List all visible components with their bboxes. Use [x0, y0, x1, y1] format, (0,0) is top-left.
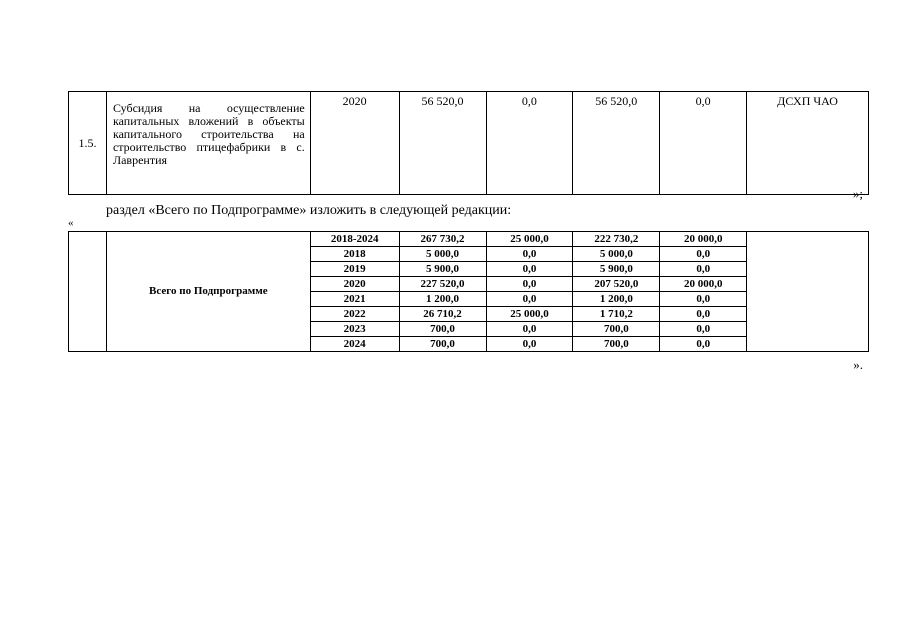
row-description: Субсидия на осуществление капитальных вложений в объекты капитального строительства на строительство птицефабрики в с. Лаврентия: [106, 92, 310, 195]
cell-year: 2023: [310, 322, 399, 337]
opening-quote: «: [68, 217, 74, 229]
cell-total: 26 710,2: [399, 307, 486, 322]
cell-other: 0,0: [660, 337, 747, 352]
cell-federal: 0,0: [486, 277, 573, 292]
cell-year: 2018: [310, 247, 399, 262]
subsidy-table: [68, 91, 869, 195]
total-label: Всего по Подпрограмме: [106, 232, 310, 352]
cell-other: 0,0: [660, 307, 747, 322]
cell-year: 2020: [310, 277, 399, 292]
cell-other: 0,0: [660, 322, 747, 337]
instruction-text: раздел «Всего по Подпрограмме» изложить в следующей редакции:: [106, 203, 512, 218]
closing-quote: »;: [852, 186, 863, 201]
row-year: 2020: [310, 92, 399, 195]
cell-other: 20 000,0: [660, 232, 747, 247]
cell-total: 700,0: [399, 337, 486, 352]
empty-cell: [69, 232, 107, 352]
cell-district: 700,0: [573, 322, 660, 337]
cell-total: 700,0: [399, 322, 486, 337]
row-other: 0,0: [660, 92, 747, 195]
cell-other: 0,0: [660, 247, 747, 262]
table-row: [69, 92, 869, 195]
row-executor: ДСХП ЧАО: [747, 92, 869, 195]
closing-quote: ».: [853, 357, 863, 372]
cell-federal: 0,0: [486, 247, 573, 262]
cell-total: 267 730,2: [399, 232, 486, 247]
row-federal: 0,0: [486, 92, 573, 195]
cell-total: 5 900,0: [399, 262, 486, 277]
table-row: [69, 232, 869, 247]
cell-year: 2024: [310, 337, 399, 352]
cell-other: 0,0: [660, 292, 747, 307]
cell-year: 2021: [310, 292, 399, 307]
cell-year: 2019: [310, 262, 399, 277]
cell-year: 2018-2024: [310, 232, 399, 247]
cell-district: 700,0: [573, 337, 660, 352]
executor-cell: [747, 232, 869, 352]
row-number: 1.5.: [69, 92, 107, 195]
cell-federal: 25 000,0: [486, 232, 573, 247]
cell-district: 1 200,0: [573, 292, 660, 307]
cell-other: 0,0: [660, 262, 747, 277]
cell-total: 5 000,0: [399, 247, 486, 262]
cell-total: 227 520,0: [399, 277, 486, 292]
cell-federal: 0,0: [486, 322, 573, 337]
cell-district: 5 000,0: [573, 247, 660, 262]
cell-district: 5 900,0: [573, 262, 660, 277]
cell-federal: 25 000,0: [486, 307, 573, 322]
cell-federal: 0,0: [486, 337, 573, 352]
row-total: 56 520,0: [399, 92, 486, 195]
cell-district: 207 520,0: [573, 277, 660, 292]
cell-district: 1 710,2: [573, 307, 660, 322]
cell-federal: 0,0: [486, 262, 573, 277]
cell-other: 20 000,0: [660, 277, 747, 292]
row-district: 56 520,0: [573, 92, 660, 195]
subprogram-total-table: [68, 231, 869, 352]
cell-total: 1 200,0: [399, 292, 486, 307]
cell-year: 2022: [310, 307, 399, 322]
cell-district: 222 730,2: [573, 232, 660, 247]
cell-federal: 0,0: [486, 292, 573, 307]
